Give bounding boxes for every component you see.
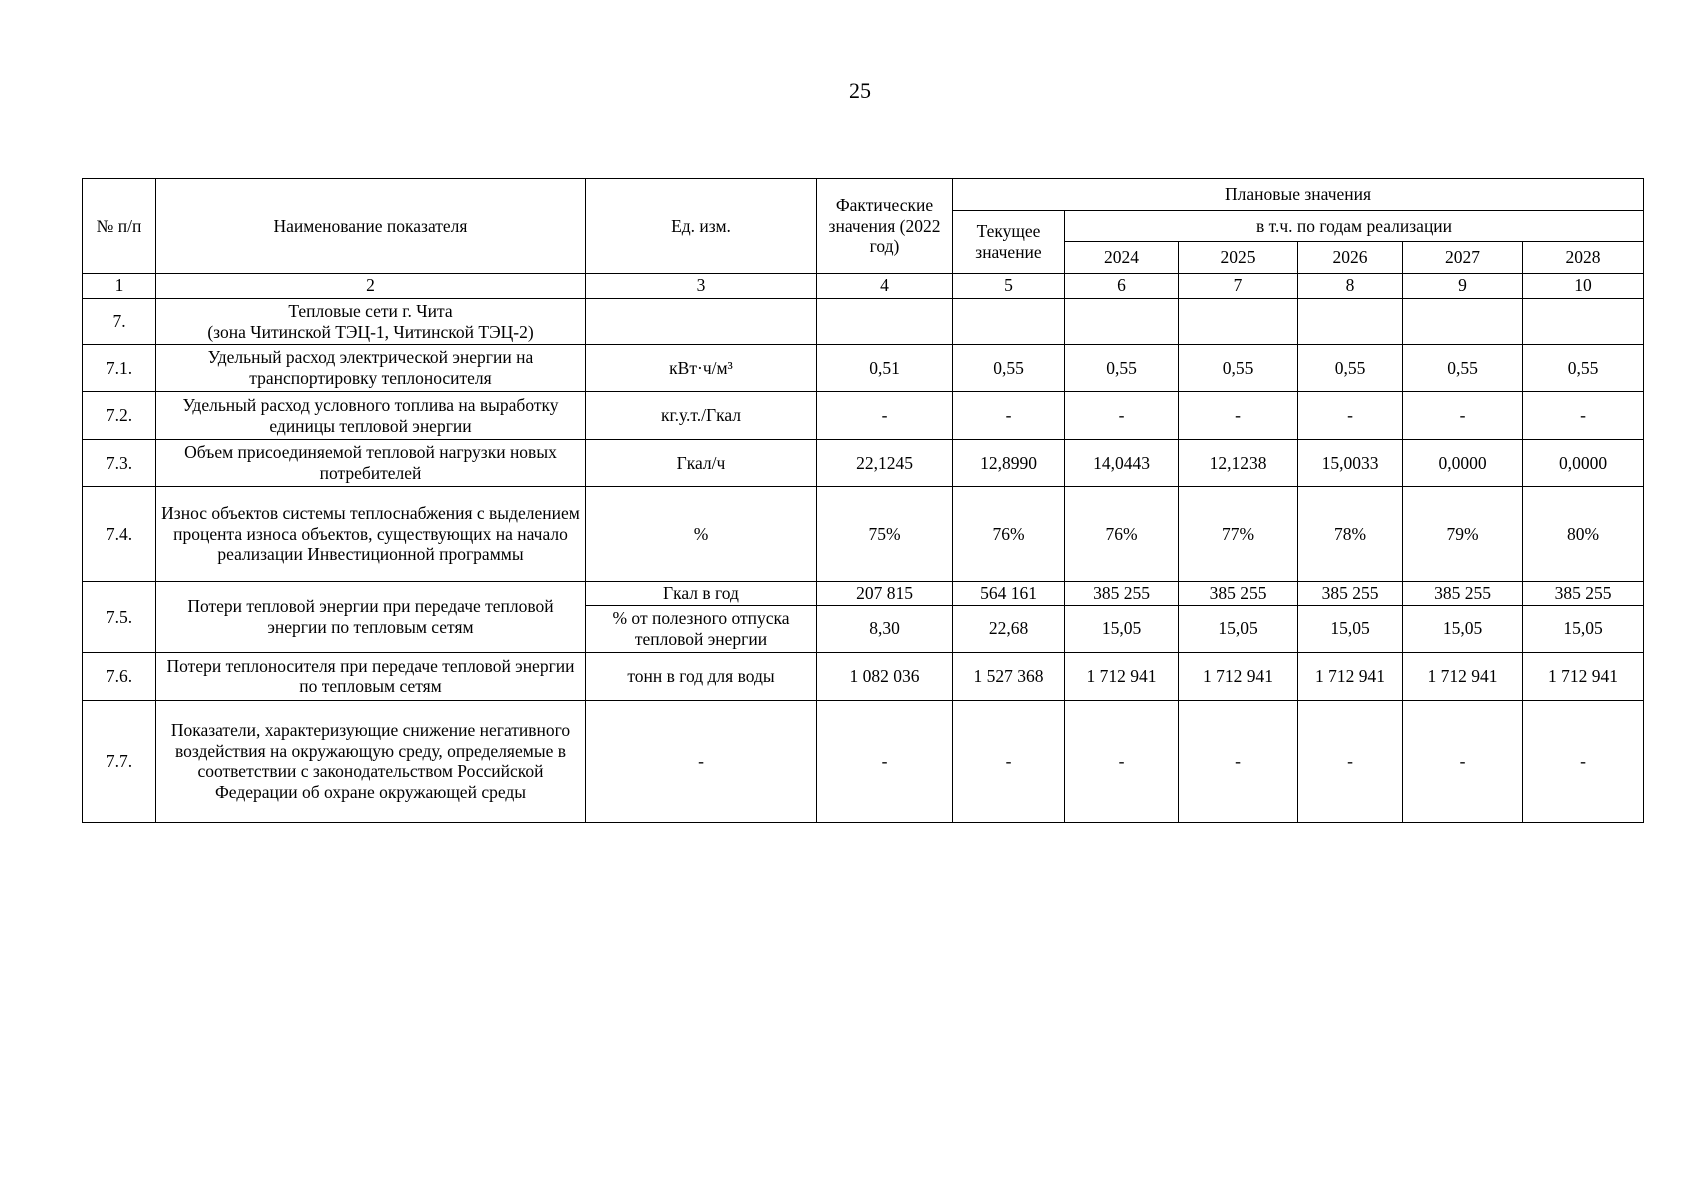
value-cell: 0,55	[1403, 345, 1523, 392]
unit-cell: Гкал в год	[586, 582, 817, 606]
value-cell: 0,55	[1523, 345, 1644, 392]
header-year: 2027	[1403, 242, 1523, 274]
row-number: 7.2.	[83, 392, 156, 440]
column-number: 5	[953, 274, 1065, 299]
unit-cell: Гкал/ч	[586, 440, 817, 487]
value-cell: -	[817, 700, 953, 822]
value-cell: -	[1523, 700, 1644, 822]
value-cell: -	[1065, 392, 1179, 440]
column-number: 9	[1403, 274, 1523, 299]
value-cell: -	[1179, 392, 1298, 440]
value-cell: 80%	[1523, 487, 1644, 582]
indicator-name: Удельный расход условного топлива на выработку единицы тепловой энергии	[156, 392, 586, 440]
indicator-name: Потери тепловой энергии при передаче тепловой энергии по тепловым сетям	[156, 582, 586, 653]
page-number: 25	[849, 78, 871, 103]
value-cell: 564 161	[953, 582, 1065, 606]
table-row	[83, 700, 1644, 822]
value-cell: 15,05	[1523, 605, 1644, 652]
unit-cell: %	[586, 487, 817, 582]
value-cell: 15,05	[1403, 605, 1523, 652]
value-cell: -	[1298, 700, 1403, 822]
indicators-table	[82, 178, 1644, 823]
value-cell: 14,0443	[1065, 440, 1179, 487]
value-cell: 1 712 941	[1179, 652, 1298, 700]
value-cell: 1 527 368	[953, 652, 1065, 700]
value-cell: 1 712 941	[1403, 652, 1523, 700]
value-cell: 0,0000	[1403, 440, 1523, 487]
value-cell: 385 255	[1179, 582, 1298, 606]
table-row	[83, 345, 1644, 392]
section-title-line2: (зона Читинской ТЭЦ-1, Читинской ТЭЦ-2)	[207, 321, 534, 342]
column-number: 4	[817, 274, 953, 299]
column-number: 8	[1298, 274, 1403, 299]
value-cell: 0,51	[817, 345, 953, 392]
row-number: 7.5.	[83, 582, 156, 653]
value-cell: 207 815	[817, 582, 953, 606]
value-cell: 22,1245	[817, 440, 953, 487]
row-number: 7.7.	[83, 700, 156, 822]
header-year: 2024	[1065, 242, 1179, 274]
value-cell: -	[1523, 392, 1644, 440]
value-cell: -	[1065, 700, 1179, 822]
value-cell: 0,55	[1298, 345, 1403, 392]
value-cell: -	[1403, 392, 1523, 440]
unit-cell: кг.у.т./Гкал	[586, 392, 817, 440]
value-cell: -	[953, 392, 1065, 440]
section-title	[156, 299, 586, 345]
value-cell: 12,1238	[1179, 440, 1298, 487]
value-cell: -	[1403, 700, 1523, 822]
section-row	[83, 299, 1644, 345]
value-cell: 12,8990	[953, 440, 1065, 487]
value-cell: 78%	[1298, 487, 1403, 582]
value-cell: 1 712 941	[1523, 652, 1644, 700]
row-number: 7.6.	[83, 652, 156, 700]
value-cell: 1 082 036	[817, 652, 953, 700]
row-number: 7.1.	[83, 345, 156, 392]
value-cell: 385 255	[1523, 582, 1644, 606]
header-by-years: в т.ч. по годам реализации	[1065, 211, 1644, 242]
table-row	[83, 487, 1644, 582]
unit-cell: % от полезного отпуска тепловой энергии	[586, 605, 817, 652]
header-unit: Ед. изм.	[586, 179, 817, 274]
header-current: Текущее значение	[953, 211, 1065, 274]
value-cell: 76%	[1065, 487, 1179, 582]
column-number: 3	[586, 274, 817, 299]
header-year: 2028	[1523, 242, 1644, 274]
row-number: 7.3.	[83, 440, 156, 487]
value-cell: 8,30	[817, 605, 953, 652]
column-number: 1	[83, 274, 156, 299]
row-number: 7.	[83, 299, 156, 345]
value-cell: 1 712 941	[1298, 652, 1403, 700]
unit-cell: тонн в год для воды	[586, 652, 817, 700]
header-year: 2025	[1179, 242, 1298, 274]
table-row	[83, 582, 1644, 606]
indicator-name: Износ объектов системы теплоснабжения с выделением процента износа объектов, существующих на начало реализации Инвестиционной программы	[156, 487, 586, 582]
column-number: 2	[156, 274, 586, 299]
indicator-name: Показатели, характеризующие снижение негативного воздействия на окружающую среду, определяемые в соответствии с законодательством Российской Федерации об охране окружающей среды	[156, 700, 586, 822]
value-cell: 76%	[953, 487, 1065, 582]
value-cell: 0,55	[953, 345, 1065, 392]
header-row-1	[83, 179, 1644, 211]
value-cell: 0,55	[1179, 345, 1298, 392]
value-cell: 0,0000	[1523, 440, 1644, 487]
table-row	[83, 392, 1644, 440]
indicator-name: Объем присоединяемой тепловой нагрузки новых потребителей	[156, 440, 586, 487]
header-num: № п/п	[83, 179, 156, 274]
header-name: Наименование показателя	[156, 179, 586, 274]
value-cell: 15,05	[1179, 605, 1298, 652]
value-cell: 15,05	[1298, 605, 1403, 652]
header-planned: Плановые значения	[953, 179, 1644, 211]
header-actual: Фактические значения (2022 год)	[817, 179, 953, 274]
indicator-name: Потери теплоносителя при передаче тепловой энергии по тепловым сетям	[156, 652, 586, 700]
value-cell: 79%	[1403, 487, 1523, 582]
value-cell: -	[1179, 700, 1298, 822]
value-cell: 1 712 941	[1065, 652, 1179, 700]
column-number: 7	[1179, 274, 1298, 299]
unit-cell: -	[586, 700, 817, 822]
value-cell: 0,55	[1065, 345, 1179, 392]
column-number: 10	[1523, 274, 1644, 299]
value-cell: 15,05	[1065, 605, 1179, 652]
column-number: 6	[1065, 274, 1179, 299]
row-number: 7.4.	[83, 487, 156, 582]
value-cell: 385 255	[1298, 582, 1403, 606]
table-row	[83, 440, 1644, 487]
value-cell: -	[953, 700, 1065, 822]
value-cell: -	[817, 392, 953, 440]
header-year: 2026	[1298, 242, 1403, 274]
table-row	[83, 652, 1644, 700]
value-cell: 385 255	[1403, 582, 1523, 606]
section-title-line1: Тепловые сети г. Чита	[288, 300, 453, 321]
column-numbers-row	[83, 274, 1644, 299]
value-cell: 15,0033	[1298, 440, 1403, 487]
value-cell: 385 255	[1065, 582, 1179, 606]
value-cell: -	[1298, 392, 1403, 440]
value-cell: 75%	[817, 487, 953, 582]
value-cell: 22,68	[953, 605, 1065, 652]
unit-cell: кВт·ч/м³	[586, 345, 817, 392]
indicator-name: Удельный расход электрической энергии на транспортировку теплоносителя	[156, 345, 586, 392]
value-cell: 77%	[1179, 487, 1298, 582]
